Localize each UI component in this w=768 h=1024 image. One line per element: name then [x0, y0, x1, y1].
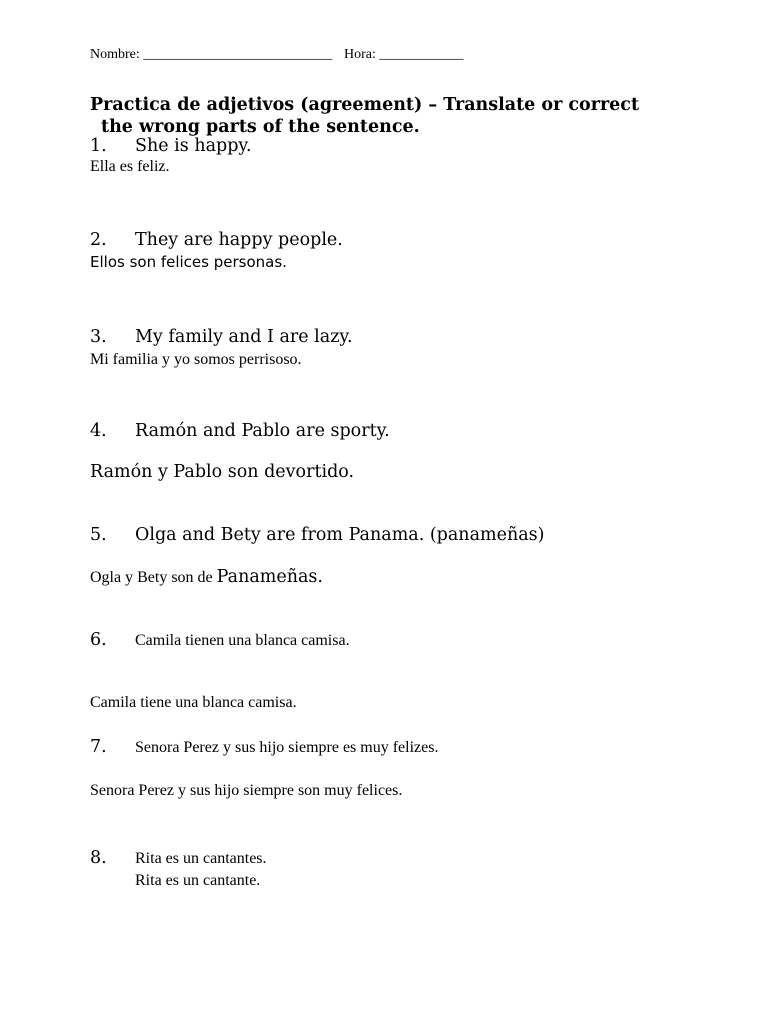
item-1-prompt: She is happy. — [135, 136, 252, 156]
worksheet-title-line2: the wrong parts of the sentence. — [101, 117, 420, 137]
item-6-number: 6. — [90, 630, 107, 650]
item-2-prompt: They are happy people. — [135, 230, 343, 250]
hora-field-label: Hora: ____________ — [344, 47, 464, 62]
item-3-number: 3. — [90, 327, 107, 347]
item-8-prompt: Rita es un cantantes. — [135, 850, 267, 867]
item-5-answer-part-a: Ogla y Bety son de — [90, 569, 217, 586]
item-4-prompt: Ramón and Pablo are sporty. — [135, 421, 390, 441]
item-6-answer: Camila tiene una blanca camisa. — [90, 694, 297, 711]
item-4-number: 4. — [90, 421, 107, 441]
item-7-answer: Senora Perez y sus hijo siempre son muy felices. — [90, 782, 403, 799]
item-5-answer-part-b: Panameñas. — [216, 567, 323, 587]
item-3-prompt: My family and I are lazy. — [135, 327, 353, 347]
item-7-number: 7. — [90, 737, 107, 757]
item-4-answer: Ramón y Pablo son devortido. — [90, 462, 355, 482]
item-2-number: 2. — [90, 230, 107, 250]
worksheet-title-line1: Practica de adjetivos (agreement) – Translate or correct — [90, 95, 640, 115]
item-8-answer: Rita es un cantante. — [135, 872, 261, 889]
item-7-prompt: Senora Perez y sus hijo siempre es muy felizes. — [135, 739, 439, 756]
item-1-number: 1. — [90, 136, 107, 156]
item-2-answer: Ellos son felices personas. — [90, 253, 287, 271]
item-5-number: 5. — [90, 525, 107, 545]
item-5-prompt: Olga and Bety are from Panama. (panameñas) — [135, 525, 545, 545]
item-1-answer: Ella es feliz. — [90, 158, 170, 175]
item-5-answer — [90, 567, 323, 587]
item-6-prompt: Camila tienen una blanca camisa. — [135, 632, 350, 649]
item-8-number: 8. — [90, 848, 107, 868]
item-3-answer: Mi familia y yo somos perrisoso. — [90, 351, 302, 368]
nombre-field-label: Nombre: ___________________________ — [90, 47, 333, 62]
